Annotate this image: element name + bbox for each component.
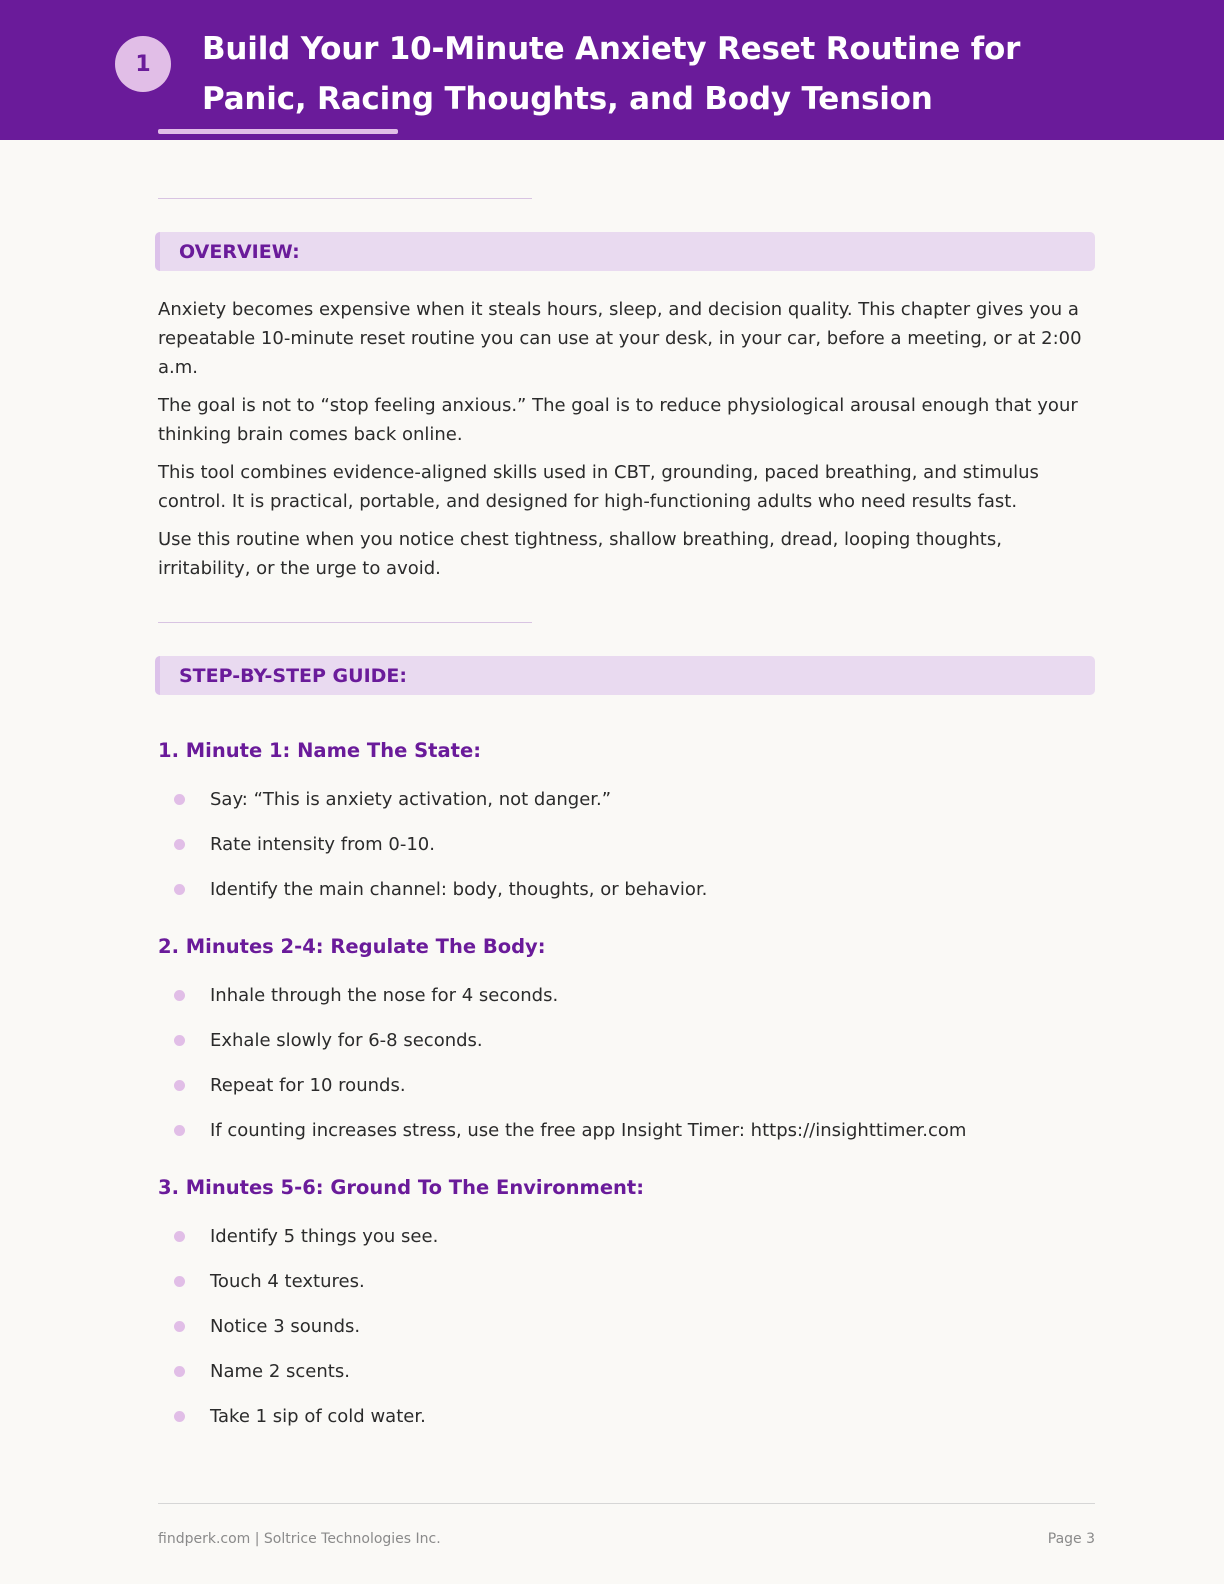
list-item bbox=[158, 1071, 1095, 1100]
overview-section-heading: OVERVIEW: bbox=[155, 232, 1095, 271]
bullet-dot-icon bbox=[174, 1231, 185, 1242]
bullet-dot-icon bbox=[174, 1035, 185, 1046]
section-divider bbox=[158, 198, 532, 199]
list-item bbox=[158, 830, 1095, 859]
step-list bbox=[158, 981, 1095, 1145]
bullet-dot-icon bbox=[174, 1366, 185, 1377]
footer-source: findperk.com | Soltrice Technologies Inc. bbox=[158, 1531, 441, 1547]
overview-paragraph: The goal is not to “stop feeling anxious.” The goal is to reduce physiological arousal enough that your thinking brain comes back online. bbox=[158, 395, 1078, 445]
step-list bbox=[158, 1222, 1095, 1431]
title-underline bbox=[158, 129, 398, 134]
overview-body bbox=[158, 295, 1095, 583]
overview-paragraph: This tool combines evidence-aligned skills used in CBT, grounding, paced breathing, and stimulus control. It is practical, portable, and designed for high-functioning adults who need results fast. bbox=[158, 462, 1039, 512]
list-item-text: Exhale slowly for 6-8 seconds. bbox=[210, 1030, 483, 1051]
bullet-dot-icon bbox=[174, 1125, 185, 1136]
step-heading: 3. Minutes 5-6: Ground To The Environment: bbox=[158, 1176, 645, 1199]
chapter-number-badge: 1 bbox=[115, 36, 171, 92]
chapter-header bbox=[0, 0, 1224, 140]
list-item-text: Name 2 scents. bbox=[210, 1361, 350, 1382]
step-heading: 1. Minute 1: Name The State: bbox=[158, 739, 481, 762]
list-item-text: Say: “This is anxiety activation, not danger.” bbox=[210, 789, 612, 810]
bullet-dot-icon bbox=[174, 990, 185, 1001]
list-item-text: Rate intensity from 0-10. bbox=[210, 834, 435, 855]
list-item bbox=[158, 1402, 1095, 1431]
chapter-title: Build Your 10-Minute Anxiety Reset Routine for Panic, Racing Thoughts, and Body Tension bbox=[202, 31, 1021, 117]
bullet-dot-icon bbox=[174, 1080, 185, 1091]
guide-section-heading: STEP-BY-STEP GUIDE: bbox=[155, 656, 1095, 695]
list-item-text: Identify 5 things you see. bbox=[210, 1226, 439, 1247]
list-item bbox=[158, 1267, 1095, 1296]
page-content bbox=[158, 140, 1095, 1431]
bullet-dot-icon bbox=[174, 839, 185, 850]
list-item bbox=[158, 785, 1095, 814]
section-divider bbox=[158, 622, 532, 623]
list-item bbox=[158, 1222, 1095, 1251]
list-item-text: Notice 3 sounds. bbox=[210, 1316, 361, 1337]
list-item-text: If counting increases stress, use the free app Insight Timer: https://insighttimer.com bbox=[210, 1120, 967, 1141]
bullet-dot-icon bbox=[174, 1411, 185, 1422]
list-item bbox=[158, 1357, 1095, 1386]
list-item-text: Repeat for 10 rounds. bbox=[210, 1075, 406, 1096]
list-item-text: Take 1 sip of cold water. bbox=[210, 1406, 426, 1427]
bullet-dot-icon bbox=[174, 884, 185, 895]
list-item-text: Identify the main channel: body, thoughts, or behavior. bbox=[210, 879, 708, 900]
list-item bbox=[158, 981, 1095, 1010]
list-item bbox=[158, 1312, 1095, 1341]
list-item bbox=[158, 1116, 1095, 1145]
list-item bbox=[158, 1026, 1095, 1055]
footer-divider bbox=[158, 1503, 1095, 1504]
page-number: Page 3 bbox=[1047, 1531, 1095, 1547]
list-item-text: Touch 4 textures. bbox=[210, 1271, 365, 1292]
bullet-dot-icon bbox=[174, 1276, 185, 1287]
list-item bbox=[158, 875, 1095, 904]
bullet-dot-icon bbox=[174, 1321, 185, 1332]
overview-paragraph: Use this routine when you notice chest tightness, shallow breathing, dread, looping thoughts, irritability, or the urge to avoid. bbox=[158, 529, 1002, 579]
step-list bbox=[158, 785, 1095, 904]
overview-paragraph: Anxiety becomes expensive when it steals hours, sleep, and decision quality. This chapter gives you a repeatable 10-minute reset routine you can use at your desk, in your car, before a meeting, or at 2:00 a.m. bbox=[158, 299, 1082, 378]
bullet-dot-icon bbox=[174, 794, 185, 805]
step-heading: 2. Minutes 2-4: Regulate The Body: bbox=[158, 935, 546, 958]
list-item-text: Inhale through the nose for 4 seconds. bbox=[210, 985, 559, 1006]
